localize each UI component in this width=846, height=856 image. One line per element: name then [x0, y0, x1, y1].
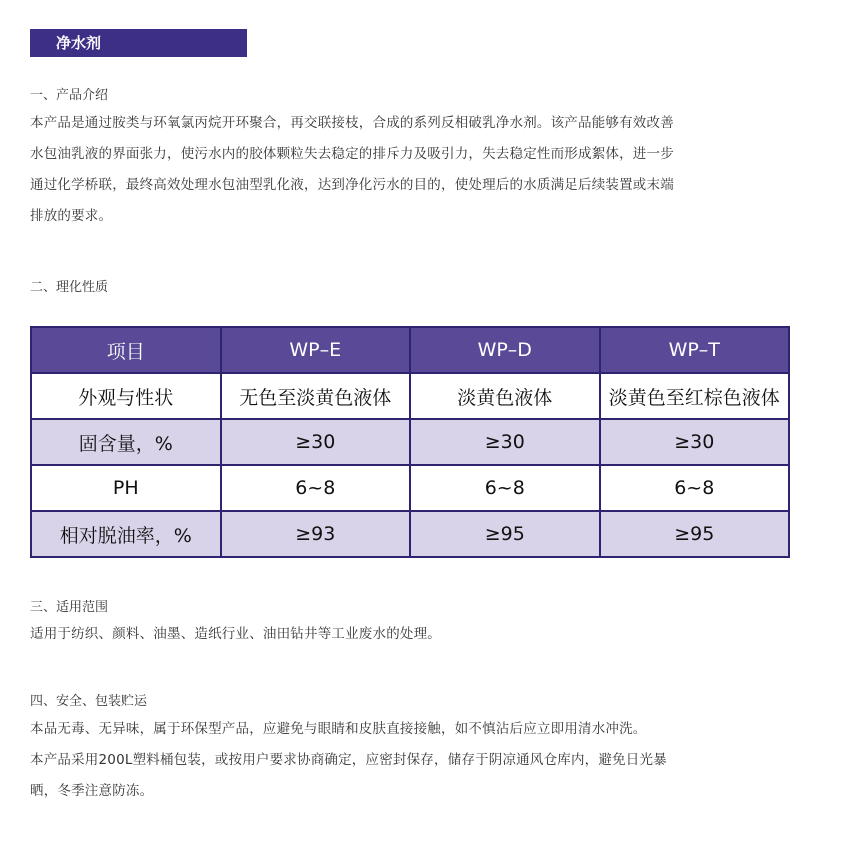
table-row — [31, 465, 789, 511]
table-cell: ≥95 — [410, 511, 600, 557]
properties-table — [30, 326, 790, 558]
table-cell: 6~8 — [221, 465, 411, 511]
table-header-cell: WP–E — [221, 327, 411, 373]
intro-line: 本产品是通过胺类与环氧氯丙烷开环聚合，再交联接枝，合成的系列反相破乳净水剂。该产品能够有效改善 — [30, 115, 674, 131]
table-cell: ≥30 — [410, 419, 600, 465]
scope-line: 适用于纺织、颜料、油墨、造纸行业、油田钻井等工业废水的处理。 — [30, 626, 441, 642]
safety-line: 本品无毒、无异味，属于环保型产品，应避免与眼睛和皮肤直接接触，如不慎沾后应立即用清水冲洗。 — [30, 721, 647, 737]
safety-line: 晒，冬季注意防冻。 — [30, 783, 154, 799]
table-cell: 外观与性状 — [31, 373, 221, 419]
table-cell: PH — [31, 465, 221, 511]
table-cell: 无色至淡黄色液体 — [221, 373, 411, 419]
table-cell: 固含量，% — [31, 419, 221, 465]
intro-paragraph — [30, 108, 790, 232]
intro-line: 排放的要求。 — [30, 208, 113, 224]
intro-line: 通过化学桥联，最终高效处理水包油型乳化液，达到净化污水的目的，使处理后的水质满足后续装置或末端 — [30, 177, 674, 193]
table-row — [31, 373, 789, 419]
table-header-cell: WP–D — [410, 327, 600, 373]
table-row — [31, 419, 789, 465]
table-header-row — [31, 327, 789, 373]
table-cell: ≥95 — [600, 511, 790, 557]
section-heading-intro: 一、产品介绍 — [30, 88, 109, 103]
table-header-cell: 项目 — [31, 327, 221, 373]
table-cell: ≥93 — [221, 511, 411, 557]
table-cell: 6~8 — [600, 465, 790, 511]
table-cell: 淡黄色液体 — [410, 373, 600, 419]
page-title: 净水剂 — [30, 29, 247, 57]
section-heading-safety: 四、安全、包装贮运 — [30, 694, 148, 709]
table-row — [31, 511, 789, 557]
safety-paragraph — [30, 714, 790, 807]
scope-paragraph — [30, 619, 790, 650]
table-header-cell: WP–T — [600, 327, 790, 373]
safety-line: 本产品采用200L塑料桶包装，或按用户要求协商确定，应密封保存，储存于阴凉通风仓库内，避免日光暴 — [30, 752, 667, 768]
section-heading-properties: 二、理化性质 — [30, 280, 109, 295]
intro-line: 水包油乳液的界面张力，使污水内的胶体颗粒失去稳定的排斥力及吸引力，失去稳定性而形成絮体，进一步 — [30, 146, 674, 162]
section-heading-scope: 三、适用范围 — [30, 600, 109, 615]
table-cell: 淡黄色至红棕色液体 — [600, 373, 790, 419]
table-cell: ≥30 — [221, 419, 411, 465]
table-cell: ≥30 — [600, 419, 790, 465]
table-cell: 6~8 — [410, 465, 600, 511]
table-cell: 相对脱油率，% — [31, 511, 221, 557]
